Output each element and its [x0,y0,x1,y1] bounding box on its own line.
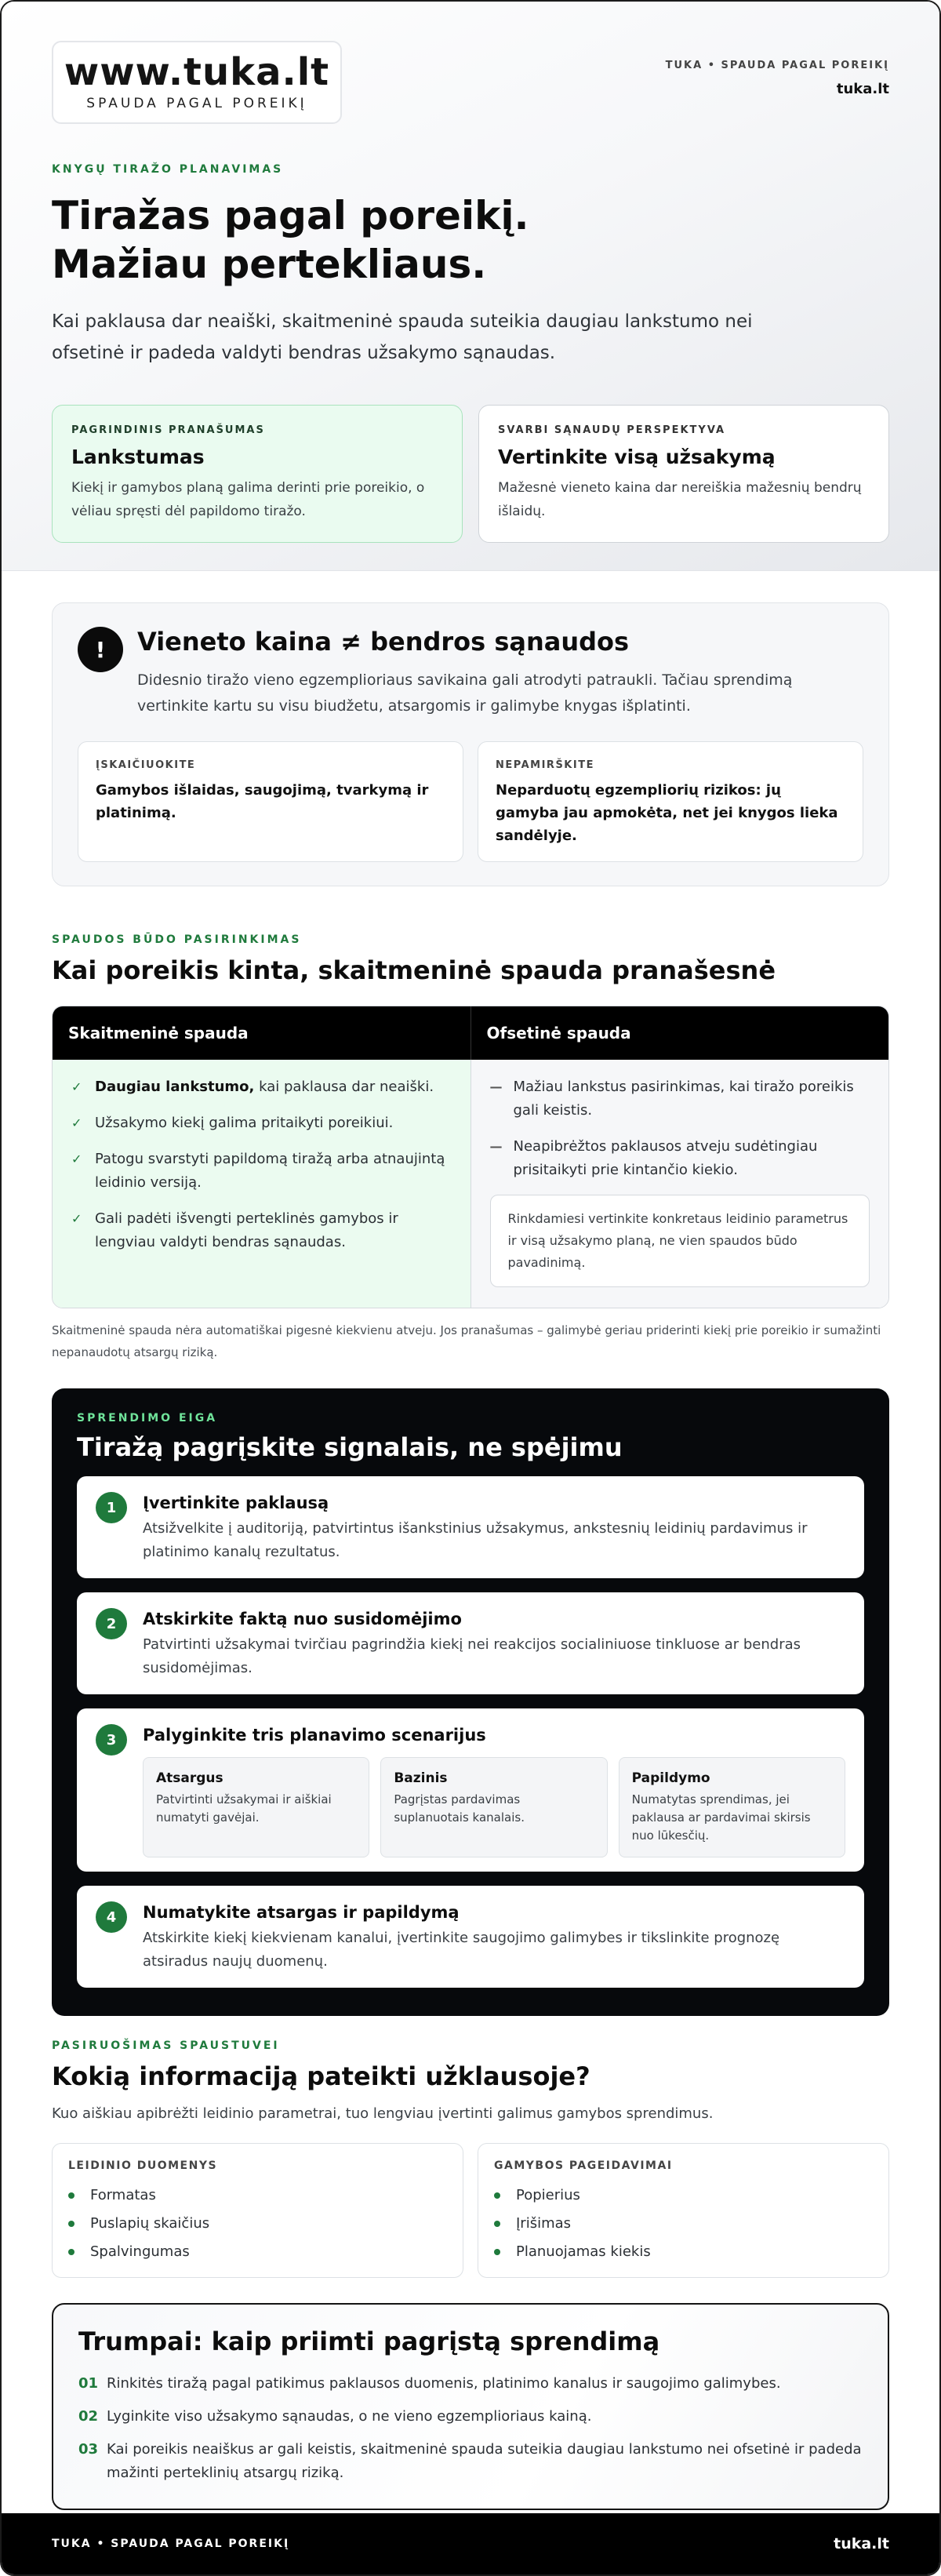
summary-title: Trumpai: kaip priimti pagrįstą sprendimą [78,2327,660,2356]
column-offset-header: Ofsetinė spauda [486,1024,631,1042]
summary-number: 03 [78,2441,99,2458]
steps-title: Tiražą pagrįskite signalais, ne spėjimu [77,1432,623,1462]
warning-text: Didesnio tiražo vieno egzemplioriaus savikaina gali atrodyti patraukli. Tačiau sprendimą vertinkite kartu su visu biudžetu, atsargomis ir galimybe knygas išplatinti. [137,671,793,715]
exclamation-icon: ! [78,627,123,672]
prep-card-kicker: LEIDINIO DUOMENYS [68,2159,218,2172]
footer-brand: TUKA • SPAUDA PAGAL POREIKĮ [52,2538,290,2550]
compare-footnote: Skaitmeninė spauda nėra automatiškai pigesnė kiekvienu atveju. Jos pranašumas – galimybė geriau priderinti kiekį prie poreikio ir sumažinti nepanaudotų atsargų riziką. [52,1323,881,1359]
comparison-body [53,1060,888,1308]
warning-card-remember [478,741,863,862]
prep-list [494,2181,873,2266]
step-number: 1 [96,1492,127,1523]
prep-title: Kokią informaciją pateikti užklausoje? [52,2061,590,2091]
prep-eyebrow: PASIRUOŠIMAS SPAUSTUVEI [52,2039,280,2052]
list-item [490,1075,870,1122]
decision-steps [52,1388,889,2016]
prep-card-publication [52,2143,463,2278]
hero-cards [52,405,889,543]
bullet-icon [68,2192,74,2199]
hero-card-advantage [52,405,463,543]
list-item [494,2238,873,2266]
list-item-text: Planuojamas kiekis [516,2243,651,2260]
print-method-section [52,933,889,1363]
list-item [78,2405,863,2429]
list-item [68,2210,447,2238]
compare-title: Kai poreikis kinta, skaitmeninė spauda pranašesnė [52,955,776,985]
logo-tagline: SPAUDA PAGAL POREIKĮ [86,96,307,111]
hero-eyebrow: KNYGŲ TIRAŽO PLANAVIMAS [52,163,284,176]
step-4 [77,1886,864,1988]
scenario-card-refill [619,1757,845,1857]
summary-list [78,2372,863,2485]
brand-site-link[interactable]: tuka.lt [836,81,889,97]
column-offset [471,1060,889,1308]
step-2 [77,1592,864,1694]
scenario-title: Atsargus [156,1770,223,1786]
hero-title-line2: Mažiau pertekliaus. [52,242,487,287]
hero-title-line1: Tiražas pagal poreikį. [52,193,529,238]
warning-cards [78,741,863,862]
scenario-text: Patvirtinti užsakymai ir aiškiai numatyti gavėjai. [156,1792,332,1825]
footer-site-link[interactable]: tuka.lt [834,2535,889,2552]
step-text: Atsižvelkite į auditoriją, patvirtintus išankstinius užsakymus, ankstesnių leidinių pardavimus ir platinimo kanalų rezultatus. [143,1520,808,1560]
list-item-text: Popierius [516,2187,580,2203]
warning-body [137,627,863,719]
list-item [78,2372,863,2396]
hero-lead: Kai paklausa dar neaiški, skaitmeninė spauda suteikia daugiau lankstumo nei ofsetinė ir padeda valdyti bendras užsakymo sąnaudas. [52,311,753,363]
list-item [490,1135,870,1182]
comparison-header [53,1006,888,1060]
list-item-text: Gali padėti išvengti perteklinės gamybos ir lengviau valdyti bendras sąnaudas. [95,1210,398,1250]
digital-list [71,1075,452,1254]
scenario-text: Numatytas sprendimas, jei paklausa ar pardavimai skirsis nuo lūkesčių. [631,1792,811,1843]
warning-card-text: Neparduotų egzempliorių rizikos: jų gamyba jau apmokėta, net jei knygos lieka sandėlyje. [496,782,838,844]
bullet-icon [494,2221,500,2227]
list-item [494,2181,873,2210]
dash-icon: — [489,1139,503,1154]
list-item-text: Mažiau lankstus pasirinkimas, kai tiražo poreikis gali keistis. [513,1079,854,1119]
list-item [494,2210,873,2238]
logo[interactable] [52,41,342,124]
check-icon: ✓ [71,1152,82,1166]
hero-card-cost [478,405,889,543]
step-number: 3 [96,1724,127,1756]
warning-card-include [78,741,463,862]
list-item [78,2438,863,2485]
scenario-title: Bazinis [394,1770,448,1786]
list-item [71,1112,452,1135]
step-text: Patvirtinti užsakymai tvirčiau pagrindžia kiekį nei reakcijos socialiniuose tinkluose ar bendras susidomėjimas. [143,1636,801,1676]
brand-line: TUKA • SPAUDA PAGAL POREIKĮ [665,60,889,71]
column-digital-header: Skaitmeninė spauda [53,1006,471,1060]
dash-icon: — [489,1079,503,1094]
summary-number: 01 [78,2375,99,2392]
card-kicker: PAGRINDINIS PRANAŠUMAS [71,424,265,436]
summary-text: Lyginkite viso užsakymo sąnaudas, o ne vieno egzemplioriaus kainą. [107,2408,592,2425]
check-icon: ✓ [71,1211,82,1226]
steps-eyebrow: SPRENDIMO EIGA [77,1412,218,1424]
prep-cards [52,2143,889,2278]
bullet-icon [68,2249,74,2255]
digital-first-rest: kai paklausa dar neaiški. [254,1079,434,1095]
scenario-card-cautious [143,1757,369,1857]
warning-card-text: Gamybos išlaidas, saugojimą, tvarkymą ir platinimą. [96,782,429,821]
list-item-text: Patogu svarstyti papildomą tiražą arba atnaujintą leidinio versiją. [95,1151,445,1191]
card-kicker: SVARBI SĄNAUDŲ PERSPEKTYVA [498,424,726,436]
check-icon: ✓ [71,1115,82,1130]
warning-title: Vieneto kaina ≠ bendros sąnaudos [137,627,630,657]
bullet-icon [494,2249,500,2255]
card-title: Vertinkite visą užsakymą [498,446,776,468]
hero-section [2,2,939,571]
step-title: Įvertinkite paklausą [143,1494,329,1512]
list-item-text: Spalvingumas [90,2243,190,2260]
footer [2,2513,939,2574]
step-text: Atskirkite kiekį kiekvienam kanalui, įvertinkite saugojimo galimybes ir tikslinkite prognozę atsiradus naujų duomenų. [143,1930,780,1970]
list-item-text: Užsakymo kiekį galima pritaikyti poreikiui. [95,1115,394,1131]
list-item [68,2181,447,2210]
logo-main: www.tuka.lt [64,50,330,94]
step-1 [77,1476,864,1578]
prep-card-production [478,2143,889,2278]
prep-card-kicker: GAMYBOS PAGEIDAVIMAI [494,2159,673,2172]
step-title: Palyginkite tris planavimo scenarijus [143,1726,486,1745]
card-text: Mažesnė vieneto kaina dar nereiškia mažesnių bendrų išlaidų. [498,480,862,519]
list-item [68,2238,447,2266]
warning-card-kicker: NEPAMIRŠKITE [496,759,594,771]
unit-cost-warning [52,602,889,886]
list-item-text: Neapibrėžtos paklausos atveju sudėtingiau prisitaikyti prie kintančio kiekio. [513,1138,818,1178]
header-brand [666,41,889,97]
list-item-text: Formatas [90,2187,156,2203]
print-request-section [52,2039,889,2278]
check-icon: ✓ [71,1079,82,1094]
summary-box [52,2303,889,2510]
comparison-table [52,1006,889,1308]
prep-subtitle: Kuo aiškiau apibrėžti leidinio parametrai, tuo lengviau įvertinti galimus gamybos sprendimus. [52,2105,714,2122]
step-number: 4 [96,1901,127,1933]
bullet-icon [68,2221,74,2227]
card-title: Lankstumas [71,446,205,468]
step-3 [77,1708,864,1872]
scenario-text: Pagrįstas pardavimas suplanuotais kanalais. [394,1792,525,1825]
card-text: Kiekį ir gamybos planą galima derinti prie poreikio, o vėliau spręsti dėl papildomo tiražo. [71,480,425,519]
step-title: Numatykite atsargas ir papildymą [143,1903,460,1922]
offset-note: Rinkdamiesi vertinkite konkretaus leidinio parametrus ir visą užsakymo planą, ne vien spaudos būdo pavadinimą. [490,1195,870,1287]
prep-list [68,2181,447,2266]
list-item [71,1075,452,1099]
list-item [71,1148,452,1195]
offset-list [490,1075,870,1182]
list-item-text: Puslapių skaičius [90,2215,210,2232]
summary-number: 02 [78,2408,99,2425]
summary-text: Rinkitės tiražą pagal patikimus paklausos duomenis, platinimo kanalus ir saugojimo galimybes. [107,2375,781,2392]
column-digital [53,1060,471,1308]
bullet-icon [494,2192,500,2199]
list-item-text: Įrišimas [516,2215,572,2232]
top-row [52,41,889,124]
list-item [71,1207,452,1254]
step-number: 2 [96,1608,127,1639]
compare-eyebrow: SPAUDOS BŪDO PASIRINKIMAS [52,933,302,946]
scenario-title: Papildymo [631,1770,710,1786]
scenario-cards [143,1757,845,1857]
hero-title [52,191,889,289]
step-title: Atskirkite faktą nuo susidomėjimo [143,1610,462,1628]
digital-first-bold: Daugiau lankstumo, [95,1079,255,1095]
scenario-card-base [380,1757,607,1857]
summary-text: Kai poreikis neaiškus ar gali keistis, skaitmeninė spauda suteikia daugiau lankstumo nei ofsetinė ir padeda mažinti perteklinių atsargų riziką. [107,2441,862,2481]
warning-card-kicker: ĮSKAIČIUOKITE [96,759,196,771]
